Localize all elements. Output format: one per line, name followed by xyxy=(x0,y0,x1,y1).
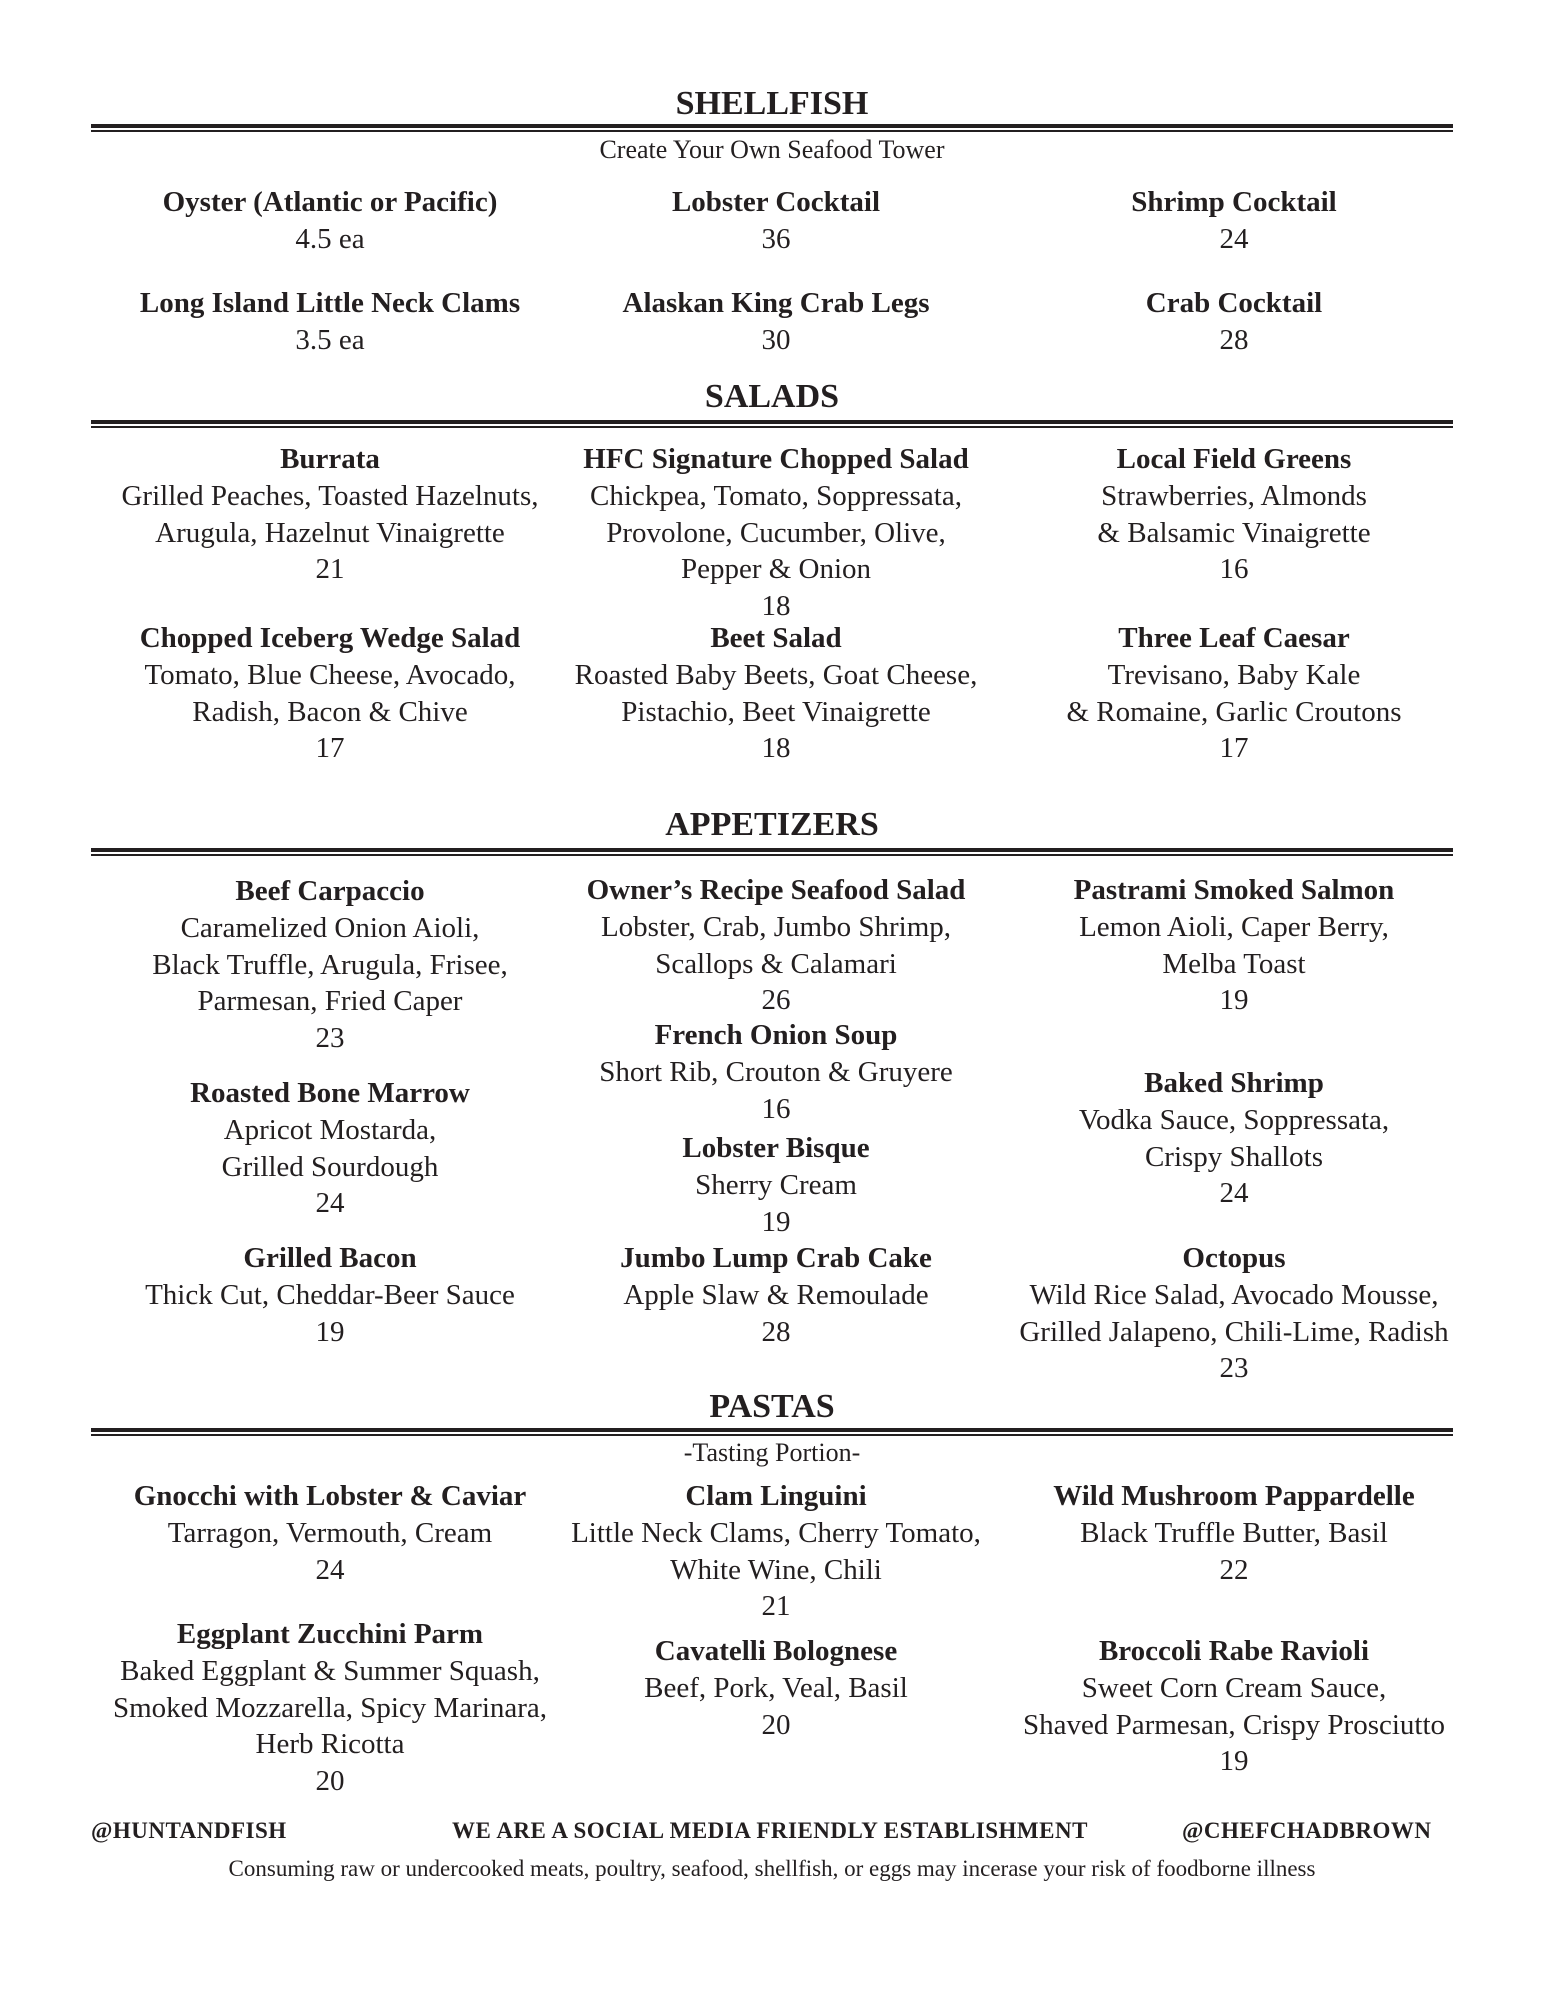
menu-item xyxy=(546,872,1006,1019)
footer-handle-right: @CHEFCHADBROWN xyxy=(1182,1818,1432,1843)
item-price: 24 xyxy=(315,1553,345,1586)
item-desc: Provolone, Cucumber, Olive, xyxy=(606,516,946,549)
item-desc: Pistachio, Beet Vinaigrette xyxy=(621,695,931,728)
item-price: 18 xyxy=(761,732,791,764)
item-name: Chopped Iceberg Wedge Salad xyxy=(139,622,521,654)
item-desc: Baked Eggplant & Summer Squash, xyxy=(120,1655,540,1687)
item-desc: Smoked Mozzarella, Spicy Marinara, xyxy=(112,1691,548,1724)
footer-disclaimer: Consuming raw or undercooked meats, poultry, seafood, shellfish, or eggs may incerase your risk of foodborne illness xyxy=(228,1856,1316,1881)
menu-item xyxy=(100,184,560,258)
item-price: 21 xyxy=(761,1590,791,1622)
item-price: 24 xyxy=(1219,1177,1249,1209)
item-desc: Chickpea, Tomato, Soppressata, xyxy=(590,480,962,512)
item-name: Shrimp Cocktail xyxy=(1131,186,1337,218)
footer-handle-left: @HUNTANDFISH xyxy=(91,1818,287,1843)
item-desc: Tarragon, Vermouth, Cream xyxy=(167,1517,493,1549)
item-desc: White Wine, Chili xyxy=(670,1553,882,1586)
menu-item xyxy=(546,1240,1006,1350)
item-price: 23 xyxy=(315,1021,345,1054)
item-price: 4.5 ea xyxy=(295,223,365,255)
item-name: Cavatelli Bolognese xyxy=(654,1635,898,1667)
menu-item xyxy=(1004,620,1464,767)
item-name: Grilled Bacon xyxy=(243,1242,417,1274)
salads-heading: SALADS xyxy=(704,378,840,415)
item-desc: Beef, Pork, Veal, Basil xyxy=(644,1672,908,1704)
item-name: Owner’s Recipe Seafood Salad xyxy=(586,874,966,906)
item-name: Oyster (Atlantic or Pacific) xyxy=(162,186,498,218)
item-price: 16 xyxy=(1219,553,1249,585)
item-price: 19 xyxy=(1219,984,1249,1016)
item-desc: Roasted Baby Beets, Goat Cheese, xyxy=(574,659,978,691)
item-price: 20 xyxy=(761,1708,791,1741)
item-desc: Radish, Bacon & Chive xyxy=(192,695,468,728)
item-desc: Grilled Peaches, Toasted Hazelnuts, xyxy=(121,480,539,512)
item-name: Wild Mushroom Pappardelle xyxy=(1053,1480,1415,1512)
pastas-divider xyxy=(91,1428,1453,1437)
item-desc: Apricot Mostarda, xyxy=(223,1114,437,1146)
menu-item xyxy=(1004,872,1464,1019)
item-desc: Lemon Aioli, Caper Berry, xyxy=(1079,911,1389,943)
item-desc: Grilled Sourdough xyxy=(221,1150,439,1183)
menu-item xyxy=(546,1478,1006,1625)
item-name: Lobster Bisque xyxy=(682,1132,870,1164)
item-desc: Apple Slaw & Remoulade xyxy=(623,1279,929,1311)
menu-item xyxy=(1004,1478,1464,1588)
item-name: Jumbo Lump Crab Cake xyxy=(620,1242,932,1274)
item-desc: Wild Rice Salad, Avocado Mousse, xyxy=(1029,1279,1439,1311)
item-price: 22 xyxy=(1219,1553,1249,1586)
item-name: Pastrami Smoked Salmon xyxy=(1073,874,1395,906)
item-desc: Lobster, Crab, Jumbo Shrimp, xyxy=(600,911,952,943)
item-desc: Thick Cut, Cheddar-Beer Sauce xyxy=(145,1279,515,1311)
menu-item xyxy=(1004,441,1464,588)
menu-item xyxy=(100,873,560,1056)
item-name: HFC Signature Chopped Salad xyxy=(583,443,969,475)
menu-item xyxy=(100,441,560,588)
item-name: Eggplant Zucchini Parm xyxy=(176,1618,484,1650)
item-name: Burrata xyxy=(280,443,380,475)
pastas-subtitle: -Tasting Portion- xyxy=(683,1438,861,1467)
item-desc: Black Truffle, Arugula, Frisee, xyxy=(152,948,508,981)
item-price: 24 xyxy=(1219,223,1249,255)
menu-item xyxy=(1004,184,1464,258)
item-desc: Little Neck Clams, Cherry Tomato, xyxy=(571,1517,981,1549)
footer-tagline: WE ARE A SOCIAL MEDIA FRIENDLY ESTABLISHMENT xyxy=(452,1818,1088,1843)
item-price: 24 xyxy=(315,1187,345,1219)
item-price: 36 xyxy=(761,223,791,255)
item-desc: Melba Toast xyxy=(1162,947,1306,980)
item-desc: Grilled Jalapeno, Chili-Lime, Radish xyxy=(1019,1315,1449,1348)
item-name: French Onion Soup xyxy=(654,1019,898,1051)
item-price: 19 xyxy=(761,1205,791,1238)
item-price: 20 xyxy=(315,1764,345,1797)
pastas-heading: PASTAS xyxy=(709,1388,835,1425)
item-name: Baked Shrimp xyxy=(1144,1067,1324,1099)
menu-item xyxy=(1004,285,1464,359)
item-name: Alaskan King Crab Legs xyxy=(622,287,930,319)
item-name: Three Leaf Caesar xyxy=(1118,622,1350,654)
item-name: Octopus xyxy=(1182,1242,1286,1274)
item-desc: Sherry Cream xyxy=(695,1169,857,1201)
menu-item xyxy=(100,620,560,767)
item-desc: Pepper & Onion xyxy=(680,553,872,585)
menu-item xyxy=(546,285,1006,359)
item-desc: Scallops & Calamari xyxy=(655,947,897,980)
menu-item xyxy=(100,1075,560,1222)
item-price: 19 xyxy=(315,1315,345,1348)
item-name: Roasted Bone Marrow xyxy=(190,1077,470,1109)
item-price: 3.5 ea xyxy=(295,324,365,356)
item-name: Clam Linguini xyxy=(685,1480,867,1512)
item-price: 19 xyxy=(1219,1745,1249,1777)
menu-item xyxy=(100,285,560,359)
item-name: Local Field Greens xyxy=(1116,443,1352,475)
item-name: Beef Carpaccio xyxy=(235,875,425,907)
menu-item xyxy=(1004,1633,1464,1780)
item-name: Gnocchi with Lobster & Caviar xyxy=(133,1480,527,1512)
item-desc: Crispy Shallots xyxy=(1144,1140,1324,1173)
item-desc: Black Truffle Butter, Basil xyxy=(1080,1517,1388,1549)
appetizers-heading: APPETIZERS xyxy=(665,806,879,843)
item-price: 17 xyxy=(1219,732,1249,764)
item-name: Long Island Little Neck Clams xyxy=(139,287,521,319)
shellfish-heading: SHELLFISH xyxy=(675,85,869,122)
item-name: Beet Salad xyxy=(710,622,842,654)
menu-item xyxy=(1004,1065,1464,1212)
shellfish-divider xyxy=(91,124,1453,133)
salads-divider xyxy=(91,420,1453,429)
item-desc: Trevisano, Baby Kale xyxy=(1107,659,1361,691)
menu-item xyxy=(546,1017,1006,1127)
item-desc: Caramelized Onion Aioli, xyxy=(180,912,480,944)
menu-item xyxy=(546,441,1006,624)
shellfish-subtitle: Create Your Own Seafood Tower xyxy=(599,135,945,164)
item-desc: Herb Ricotta xyxy=(255,1728,405,1760)
menu-item xyxy=(546,1130,1006,1240)
item-price: 30 xyxy=(761,324,791,356)
item-desc: Tomato, Blue Cheese, Avocado, xyxy=(144,659,516,691)
item-name: Crab Cocktail xyxy=(1145,287,1323,319)
menu-item xyxy=(100,1616,560,1799)
item-desc: Parmesan, Fried Caper xyxy=(197,985,463,1017)
menu-item xyxy=(100,1240,560,1350)
menu-item xyxy=(100,1478,560,1588)
menu-item xyxy=(1004,1240,1464,1387)
item-price: 26 xyxy=(761,984,791,1016)
menu-item xyxy=(546,620,1006,767)
appetizers-divider xyxy=(91,848,1453,857)
item-name: Broccoli Rabe Ravioli xyxy=(1098,1635,1370,1667)
item-price: 17 xyxy=(315,732,345,764)
item-price: 23 xyxy=(1219,1352,1249,1384)
item-price: 16 xyxy=(761,1092,791,1125)
item-price: 28 xyxy=(761,1315,791,1348)
item-desc: Arugula, Hazelnut Vinaigrette xyxy=(155,516,505,549)
item-desc: Short Rib, Crouton & Gruyere xyxy=(599,1056,953,1088)
menu-item xyxy=(546,184,1006,258)
item-desc: & Romaine, Garlic Croutons xyxy=(1066,695,1402,728)
item-price: 18 xyxy=(761,589,791,622)
item-desc: Sweet Corn Cream Sauce, xyxy=(1081,1672,1387,1704)
menu-item xyxy=(546,1633,1006,1743)
item-desc: Shaved Parmesan, Crispy Prosciutto xyxy=(1022,1708,1446,1741)
item-desc: Vodka Sauce, Soppressata, xyxy=(1078,1104,1390,1136)
item-desc: Strawberries, Almonds xyxy=(1101,480,1367,512)
item-price: 28 xyxy=(1219,324,1249,356)
item-price: 21 xyxy=(315,553,345,585)
item-desc: & Balsamic Vinaigrette xyxy=(1097,516,1371,549)
item-name: Lobster Cocktail xyxy=(671,186,881,218)
